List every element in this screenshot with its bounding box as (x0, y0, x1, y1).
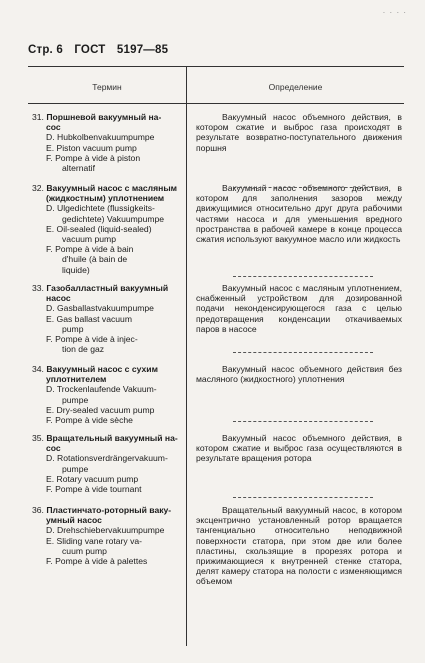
term-text: сос (46, 443, 61, 454)
translation-line (32, 314, 182, 324)
term-line (32, 293, 182, 303)
definition-text: Вакуумный насос объемного действия, в котором сжатие и выброс газа осуществляются в результате вращения ротора (196, 433, 402, 464)
translation-line (32, 203, 182, 213)
language-code: E. (46, 223, 55, 234)
translation-line (32, 234, 182, 244)
translation-text: Pompe à vide tournant (55, 484, 142, 495)
translation-text: pump (62, 323, 84, 334)
definition-text: Вакуумный насос объемного действия, в котором для заполнения зазоров между движущимися относительно друг друга рабочими частями насоса и для уменьшения вредного пространства в рабочей камере в конце процесса сжатия используют вакуумное масло или жидкость (196, 183, 402, 245)
definition-text: Вакуумный насос с масляным уплотнением, снабженный устройством для дозированной подачи неконденсирующегося газа с целью предотвращения конденсации откачиваемых паров в насосе (196, 283, 402, 334)
translation-text: Rotationsverdrängervakuum- (56, 453, 168, 464)
translation-text: Pompe à vide sèche (55, 415, 133, 426)
column-header-term: Термин (92, 82, 122, 92)
column-divider (186, 66, 187, 646)
translation-line (32, 344, 182, 354)
language-code: F. (46, 152, 53, 163)
translation-line (32, 395, 182, 405)
standard-label: ГОСТ (74, 44, 106, 56)
definition-text: Вакуумный насос объемного действия, в котором сжатие и выброс газа происходят в результате возвратно-поступательного движения поршня (196, 112, 402, 153)
term-text: Газобалластный вакуумный (46, 283, 169, 293)
language-code: E. (46, 535, 55, 546)
translation-line (32, 303, 182, 313)
term-line (32, 193, 182, 203)
language-code: D. (46, 303, 55, 314)
translation-line (32, 153, 182, 163)
term-text: умный насос (46, 515, 102, 526)
translation-line (32, 132, 182, 142)
term-entry (32, 183, 182, 275)
term-number: 32. (32, 183, 44, 193)
translation-line (32, 384, 182, 394)
table-header-rule (28, 103, 404, 104)
translation-line (32, 464, 182, 474)
page-number: Стр. 6 (28, 44, 63, 56)
translation-text: vacuum pump (62, 234, 116, 245)
translation-text: Piston vacuum pump (56, 142, 137, 153)
translation-line (32, 334, 182, 344)
translation-line (32, 405, 182, 415)
term-text: уплотнителем (46, 374, 107, 385)
translation-text: gedichtete) Vakuumpumpe (62, 213, 165, 224)
translation-line (32, 525, 182, 535)
translation-text: pumpe (62, 394, 89, 405)
language-code: F. (46, 244, 53, 255)
term-text: сос (46, 122, 61, 133)
translation-line (32, 546, 182, 556)
translation-line (32, 556, 182, 566)
language-code: E. (46, 404, 55, 415)
separator (233, 352, 373, 353)
term-line (32, 283, 182, 293)
separator (233, 276, 373, 277)
term-number: 35. (32, 433, 44, 443)
term-line (32, 112, 182, 122)
translation-text: pumpe (62, 463, 89, 474)
translation-text: alternatif (62, 163, 95, 174)
translation-line (32, 224, 182, 234)
corner-mark: · · · · (382, 8, 407, 17)
separator (233, 497, 373, 498)
language-code: E. (46, 473, 55, 484)
term-line (32, 122, 182, 132)
translation-text: Dry-sealed vacuum pump (56, 404, 155, 415)
translation-text: Pompe à vide à injec- (55, 334, 138, 345)
term-number: 33. (32, 283, 44, 293)
translation-text: Drehschiebervakuumpumpe (56, 525, 165, 536)
term-line (32, 183, 182, 193)
translation-text: Pompe à vide à palettes (55, 556, 148, 567)
translation-text: Gasballastvakuumpumpe (56, 303, 154, 314)
term-text: насос (46, 293, 71, 304)
translation-line (32, 453, 182, 463)
term-entry (32, 433, 182, 494)
translation-line (32, 254, 182, 264)
translation-text: Trockenlaufende Vakuum- (56, 384, 157, 395)
language-code: E. (46, 142, 55, 153)
translation-text: Pompe à vide à piston (55, 152, 141, 163)
translation-text: liquide) (62, 264, 90, 275)
translation-text: Rotary vacuum pump (56, 473, 139, 484)
translation-text: Gas ballast vacuum (56, 313, 132, 324)
term-entry (32, 112, 182, 173)
translation-text: Pompe à vide à bain (55, 244, 134, 255)
translation-line (32, 244, 182, 254)
language-code: D. (46, 453, 55, 464)
term-entry (32, 505, 182, 566)
translation-text: Sliding vane rotary va- (56, 535, 143, 546)
term-line (32, 364, 182, 374)
translation-line (32, 474, 182, 484)
translation-line (32, 536, 182, 546)
translation-line (32, 324, 182, 334)
term-entry (32, 283, 182, 354)
language-code: F. (46, 334, 53, 345)
standard-number: 5197—85 (116, 44, 169, 56)
term-line (32, 515, 182, 525)
translation-text: cuum pump (62, 545, 107, 556)
term-line (32, 505, 182, 515)
term-entry (32, 364, 182, 425)
separator (233, 421, 373, 422)
term-number: 36. (32, 505, 44, 515)
language-code: F. (46, 556, 53, 567)
term-text: Поршневой вакуумный на- (46, 112, 162, 122)
term-line (32, 433, 182, 443)
definition-text: Вращательный вакуумный насос, в котором эксцентрично установленный ротор вращается тангенциально относительно неподвижной поверхности статора, при этом две или более пластины, скользящие в прорезях ротора и прижимающиеся к внутренней стенке статора, делят камеру статора на полости с изменяющимся объемом (196, 505, 402, 587)
translation-line (32, 214, 182, 224)
term-text: Вакуумный насос с масляным (46, 183, 178, 193)
term-number: 34. (32, 364, 44, 374)
term-text: Вращательный вакуумный на- (46, 433, 178, 443)
translation-text: d'huile (à bain de (62, 254, 128, 265)
term-text: Пластинчато-роторный ваку- (46, 505, 172, 515)
term-number: 31. (32, 112, 44, 122)
term-text: (жидкостным) уплотнением (46, 193, 165, 204)
term-text: Вакуумный насос с сухим (46, 364, 158, 374)
language-code: D. (46, 384, 55, 395)
translation-text: Hubkolbenvakuumpumpe (56, 132, 155, 143)
translation-text: Oil-sealed (liquid-sealed) (56, 223, 152, 234)
translation-line (32, 484, 182, 494)
table-top-rule (28, 66, 404, 67)
translation-text: tion de gaz (62, 344, 105, 355)
column-header-definition: Определение (268, 82, 323, 92)
term-line (32, 443, 182, 453)
separator (233, 187, 373, 188)
language-code: F. (46, 415, 53, 426)
term-line (32, 374, 182, 384)
page-header (28, 44, 176, 56)
language-code: F. (46, 484, 53, 495)
translation-line (32, 143, 182, 153)
translation-line (32, 163, 182, 173)
language-code: D. (46, 203, 55, 214)
translation-line (32, 415, 182, 425)
translation-line (32, 265, 182, 275)
definition-text: Вакуумный насос объемного действия без масляного (жидкостного) уплотнения (196, 364, 402, 385)
translation-text: Ulgedichtete (flussigkeits- (56, 203, 155, 214)
language-code: E. (46, 313, 55, 324)
language-code: D. (46, 525, 55, 536)
language-code: D. (46, 132, 55, 143)
